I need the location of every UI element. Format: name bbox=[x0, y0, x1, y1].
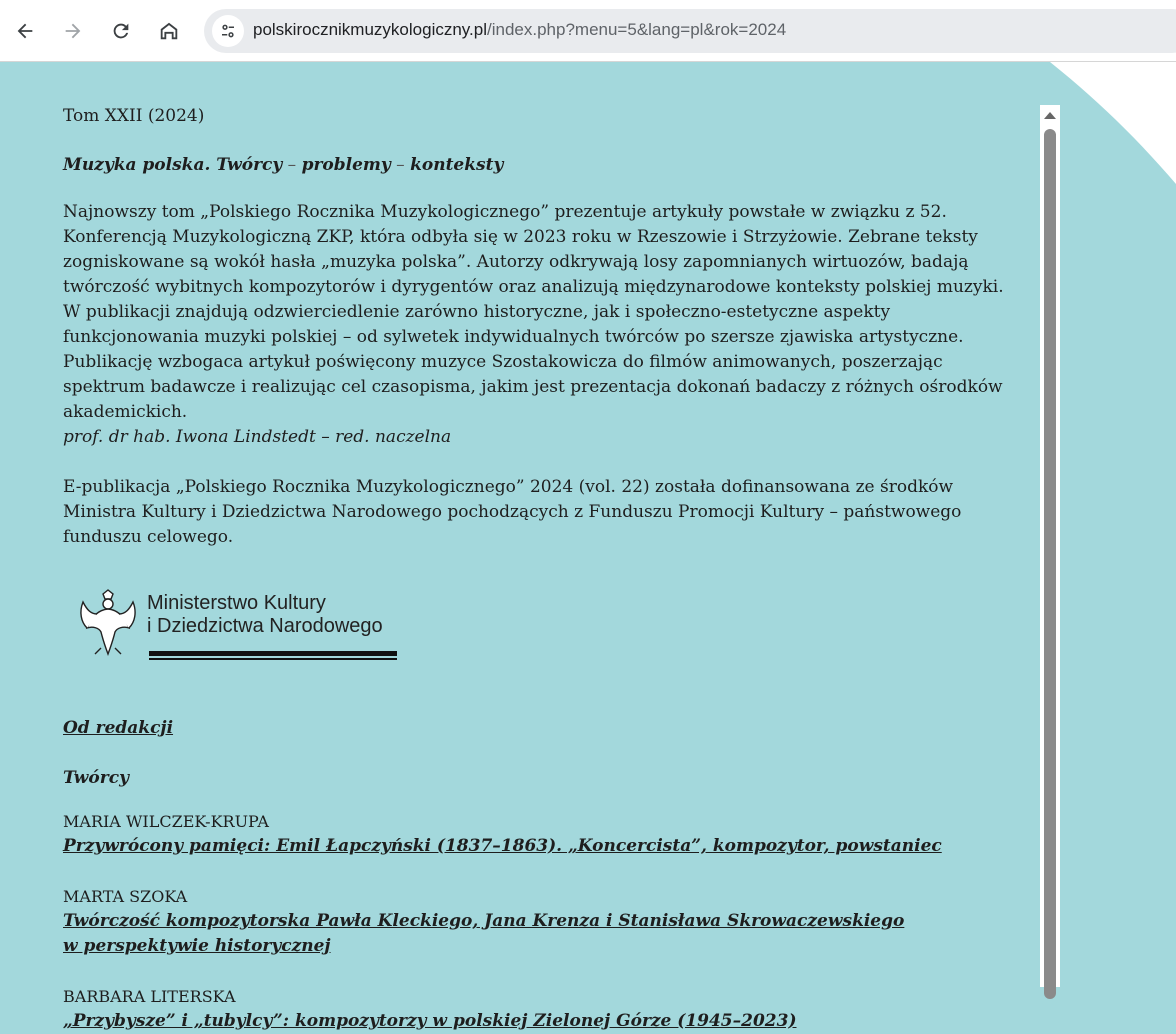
page-scrollbar[interactable] bbox=[1040, 105, 1060, 987]
url-host: polskirocznikmuzykologiczny.pl bbox=[253, 20, 487, 39]
article-author: BARBARA LITERSKA bbox=[63, 987, 236, 1006]
article-item bbox=[63, 884, 1013, 959]
scroll-up-arrow-icon[interactable] bbox=[1044, 112, 1056, 119]
home-button[interactable] bbox=[149, 11, 189, 51]
intro-paragraph: Najnowszy tom „Polskiego Rocznika Muzykologicznego” prezentuje artykuły powstałe w związku z 52. Konferencją Muzykologiczną ZKP, która odbyła się w 2023 roku w Rzeszowie i Strzyżowie. Zebrane teksty zogniskowane są wokół hasła „muzyka polska”. Autorzy odkrywają losy zapomnianych wirtuozów, badają twórczość wybitnych kompozytorów i dyrygentów oraz analizują międzynarodowe konteksty polskiej muzyki. W publikacji znajdują odzwierciedlenie zarówno historyczne, jak i społeczno-estetyczne aspekty funkcjonowania muzyki polskiej – od sylwetek indywidualnych twórców po szersze zjawiska artystyczne. Publikację wzbogaca artykuł poświęcony muzyce Szostakowicza do filmów animowanych, poszerzając spektrum badawcze i realizując cel czasopisma, jakim jest prezentacja dokonań badaczy z różnych ośrodków akademickich. bbox=[63, 202, 1004, 422]
article-title-line: Twórczość kompozytorska Pawła Kleckiego, Jana Krenza i Stanisława Skrowaczewskiego bbox=[63, 911, 905, 931]
logo-line-2: i Dziedzictwa Narodowego bbox=[147, 615, 383, 637]
article-item bbox=[63, 809, 1013, 859]
article-title-link[interactable] bbox=[63, 834, 1013, 859]
spacer bbox=[63, 668, 1013, 716]
url-path: /index.php?menu=5&lang=pl&rok=2024 bbox=[487, 20, 787, 39]
eagle-emblem-icon bbox=[77, 588, 139, 658]
site-info-button[interactable] bbox=[212, 15, 244, 47]
logo-bar-thin bbox=[149, 658, 397, 660]
back-button[interactable] bbox=[5, 11, 45, 51]
browser-toolbar bbox=[0, 0, 1176, 62]
logo-bar bbox=[149, 651, 397, 656]
reload-icon bbox=[110, 20, 132, 42]
tune-icon bbox=[219, 22, 237, 40]
article-item bbox=[63, 984, 1013, 1034]
spacer bbox=[63, 741, 1013, 766]
reload-button[interactable] bbox=[101, 11, 141, 51]
url-text[interactable] bbox=[253, 20, 786, 40]
issue-title-dash2: – bbox=[390, 155, 411, 175]
logo-line-1: Ministerstwo Kultury bbox=[147, 592, 326, 614]
volume-heading: Tom XXII (2024) bbox=[63, 106, 205, 126]
editorial-link[interactable]: Od redakcji bbox=[63, 718, 174, 738]
funding-notice: E-publikacja „Polskiego Rocznika Muzykologicznego” 2024 (vol. 22) została dofinansowana ze środków Ministra Kultury i Dziedzictwa Narodowego pochodzących z Funduszu Promocji Kultury – państwowego funduszu celowego. bbox=[63, 477, 962, 547]
issue-title-dash1: – bbox=[282, 155, 302, 175]
ministry-logo bbox=[77, 588, 417, 668]
scrollbar-thumb[interactable] bbox=[1044, 129, 1056, 999]
issue-title-part1: Muzyka polska. Twórcy bbox=[63, 155, 283, 175]
issue-title bbox=[63, 153, 1013, 178]
article-author: MARIA WILCZEK-KRUPA bbox=[63, 812, 269, 831]
forward-button[interactable] bbox=[53, 11, 93, 51]
section-heading-tworcy: Twórcy bbox=[63, 768, 129, 788]
article-title-link[interactable] bbox=[63, 1009, 1013, 1034]
article-author: MARTA SZOKA bbox=[63, 887, 188, 906]
main-content bbox=[63, 104, 1013, 1034]
address-bar[interactable] bbox=[204, 9, 1176, 53]
ministry-logo-text bbox=[147, 592, 383, 638]
arrow-left-icon bbox=[14, 20, 36, 42]
decorative-corner-shape bbox=[1040, 62, 1176, 192]
article-title-line: w perspektywie historycznej bbox=[63, 936, 331, 956]
home-icon bbox=[158, 20, 180, 42]
arrow-right-icon bbox=[62, 20, 84, 42]
editor-signature: prof. dr hab. Iwona Lindstedt – red. naczelna bbox=[63, 427, 452, 447]
article-title-link[interactable] bbox=[63, 909, 1013, 959]
issue-title-part3: konteksty bbox=[410, 155, 504, 175]
issue-title-part2: problemy bbox=[301, 155, 391, 175]
spacer bbox=[63, 450, 1013, 475]
article-title-line: Przywrócony pamięci: Emil Łapczyński (1837–1863). „Koncercista”, kompozytor, powstaniec bbox=[63, 836, 942, 856]
article-title-line: „Przybysze” i „tubylcy”: kompozytorzy w polskiej Zielonej Górze (1945–2023) bbox=[63, 1011, 797, 1031]
